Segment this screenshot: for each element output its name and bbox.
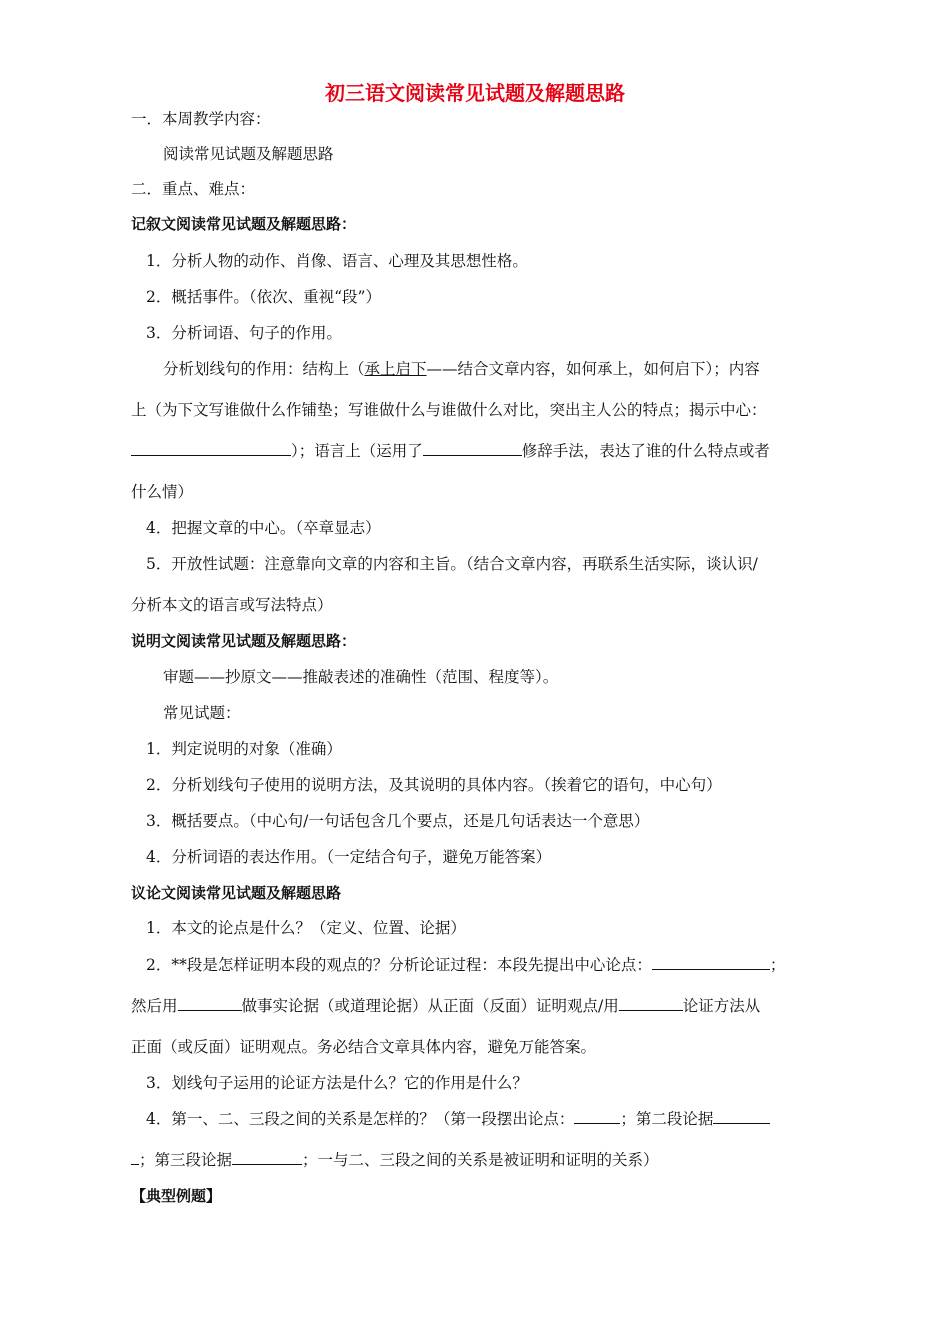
narrative-para-line-3 (131, 440, 770, 462)
narrative-item-2: 2．概括事件。（依次、重视“段”） (146, 288, 381, 306)
para-text: 修辞手法，表达了谁的什么特点或者 (521, 442, 770, 460)
argumentative-item-2 (146, 954, 785, 976)
item-text: 论证方法从 (682, 997, 761, 1015)
narrative-item-3: 3．分析词语、句子的作用。 (146, 324, 342, 342)
item-text: 4．第一、二、三段之间的关系是怎样的？（第一段摆出论点： (146, 1110, 575, 1128)
argumentative-item-4-line-2 (131, 1149, 659, 1171)
answer-blank (131, 1149, 139, 1165)
answer-blank (713, 1108, 770, 1124)
item-text: 做事实论据（或道理论据）从正面（反面）证明观点/用 (241, 997, 619, 1015)
section-1-label: 一．本周教学内容： (131, 110, 271, 128)
narrative-para-line-1 (163, 358, 760, 380)
item-text: ； (769, 956, 786, 974)
expository-line-2: 常见试题： (163, 704, 241, 722)
expository-item-4: 4．分析词语的表达作用。（一定结合句子，避免万能答案） (146, 848, 552, 866)
para-text: ——结合文章内容，如何承上，如何启下）；内容 (426, 360, 760, 378)
para-text: ）；语言上（运用了 (291, 442, 423, 460)
expository-item-2: 2．分析划线句子使用的说明方法，及其说明的具体内容。（挨着它的语句，中心句） (146, 776, 722, 794)
item-text: ；第三段论据 (139, 1151, 233, 1169)
expository-heading: 说明文阅读常见试题及解题思路： (131, 632, 357, 650)
answer-blank (619, 995, 683, 1011)
narrative-heading: 记叙文阅读常见试题及解题思路： (131, 215, 357, 233)
answer-blank (652, 954, 770, 970)
item-text: 2．**段是怎样证明本段的观点的？分析论证过程：本段先提出中心论点： (146, 956, 652, 974)
section-1-content: 阅读常见试题及解题思路 (163, 145, 334, 163)
argumentative-item-4 (146, 1108, 770, 1130)
expository-line-1: 审题——抄原文——推敲表述的准确性（范围、程度等）。 (163, 668, 559, 686)
expository-item-1: 1．判定说明的对象（准确） (146, 740, 342, 758)
document-title: 初三语文阅读常见试题及解题思路 (325, 81, 625, 105)
examples-heading: 【典型例题】 (131, 1187, 222, 1205)
narrative-para-line-4: 什么情） (131, 483, 194, 501)
narrative-item-1: 1．分析人物的动作、肖像、语言、心理及其思想性格。 (146, 252, 528, 270)
argumentative-heading: 议论文阅读常见试题及解题思路 (131, 884, 342, 902)
item-text: ；一与二、三段之间的关系是被证明和证明的关系） (302, 1151, 659, 1169)
para-text: 分析划线句的作用：结构上（ (163, 360, 365, 378)
narrative-para-line-2: 上（为下文写谁做什么作铺垫；写谁做什么与谁做什么对比，突出主人公的特点；揭示中心： (131, 401, 767, 419)
argumentative-item-2-line-2 (131, 995, 760, 1017)
answer-blank (131, 440, 291, 456)
narrative-item-4: 4．把握文章的中心。（卒章显志） (146, 519, 381, 537)
expository-item-3: 3．概括要点。（中心句/一句话包含几个要点，还是几句话表达一个意思） (146, 812, 650, 830)
item-text: ；第二段论据 (620, 1110, 714, 1128)
answer-blank (178, 995, 242, 1011)
narrative-item-5-cont: 分析本文的语言或写法特点） (131, 596, 333, 614)
item-text: 然后用 (131, 997, 178, 1015)
underlined-phrase: 承上启下 (364, 360, 427, 378)
argumentative-item-1: 1．本文的论点是什么？（定义、位置、论据） (146, 919, 466, 937)
section-2-label: 二．重点、难点： (131, 180, 256, 198)
narrative-item-5: 5．开放性试题：注意靠向文章的内容和主旨。（结合文章内容，再联系生活实际，谈认识/ (146, 555, 758, 573)
answer-blank (574, 1108, 620, 1124)
argumentative-item-2-line-3: 正面（或反面）证明观点。务必结合文章具体内容，避免万能答案。 (131, 1038, 597, 1056)
answer-blank (423, 440, 522, 456)
argumentative-item-3: 3．划线句子运用的论证方法是什么？它的作用是什么？ (146, 1074, 528, 1092)
answer-blank (232, 1149, 302, 1165)
